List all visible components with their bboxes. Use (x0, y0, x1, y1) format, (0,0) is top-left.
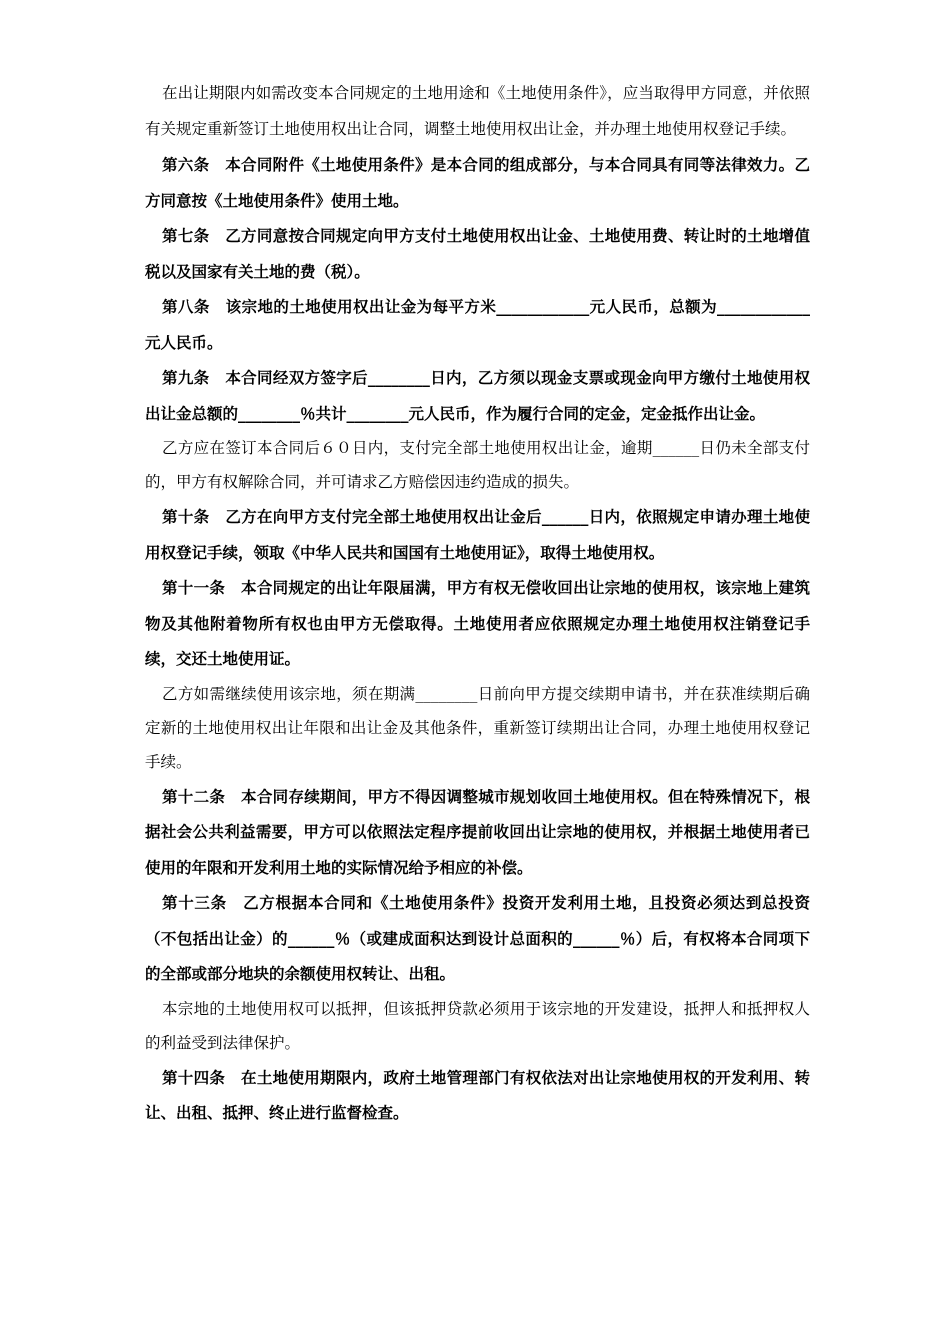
article-9: 第九条 本合同经双方签字后________日内，乙方须以现金支票或现金向甲方缴付土地使用权出让金总额的________％共计________元人民币，作为履行合同的定金，定金抵作出让金。 (145, 368, 810, 423)
article-13: 第十三条 乙方根据本合同和《土地使用条件》投资开发利用土地，且投资必须达到总投资（不包括出让金）的______％（或建成面积达到设计总面积的______％）后，有权将本合同项下的全部或部分地块的余额使用权转让、出租。 (145, 893, 810, 983)
contract-page (145, 76, 810, 1131)
article-10: 第十条 乙方在向甲方支付完全部土地使用权出让金后______日内，依照规定申请办理土地使用权登记手续，领取《中华人民共和国国有土地使用证》，取得土地使用权。 (145, 507, 810, 562)
article-7: 第七条 乙方同意按合同规定向甲方支付土地使用权出让金、土地使用费、转让时的土地增值税以及国家有关土地的费（税）。 (145, 226, 810, 281)
article-8: 第八条 该宗地的土地使用权出让金为每平方米____________元人民币，总额为____________元人民币。 (145, 297, 810, 352)
article-6: 第六条 本合同附件《土地使用条件》是本合同的组成部分，与本合同具有同等法律效力。乙方同意按《土地使用条件》使用土地。 (145, 155, 810, 210)
article-12: 第十二条 本合同存续期间，甲方不得因调整城市规划收回土地使用权。但在特殊情况下，根据社会公共利益需要，甲方可以依照法定程序提前收回出让宗地的使用权，并根据土地使用者已使用的年限和开发利用土地的实际情况给予相应的补偿。 (145, 786, 810, 877)
paragraph-mortgage: 本宗地的土地使用权可以抵押，但该抵押贷款必须用于该宗地的开发建设，抵押人和抵押权人的利益受到法律保护。 (145, 999, 810, 1052)
article-11: 第十一条 本合同规定的出让年限届满，甲方有权无偿收回出让宗地的使用权，该宗地上建筑物及其他附着物所有权也由甲方无偿取得。土地使用者应依照规定办理土地使用权注销登记手续，交还土地使用证。 (145, 578, 810, 668)
paragraph-payment-deadline: 乙方应在签订本合同后６０日内，支付完全部土地使用权出让金，逾期______日仍未全部支付的，甲方有权解除合同，并可请求乙方赔偿因违约造成的损失。 (145, 439, 810, 491)
paragraph-renewal: 乙方如需继续使用该宗地，须在期满________日前向甲方提交续期申请书，并在获准续期后确定新的土地使用权出让年限和出让金及其他条件，重新签订续期出让合同，办理土地使用权登记手续。 (145, 684, 810, 771)
article-14: 第十四条 在土地使用期限内，政府土地管理部门有权依法对出让宗地使用权的开发利用、转让、出租、抵押、终止进行监督检查。 (145, 1067, 810, 1122)
paragraph-land-use-change: 在出让期限内如需改变本合同规定的土地用途和《土地使用条件》，应当取得甲方同意，并依照有关规定重新签订土地使用权出让合同，调整土地使用权出让金，并办理土地使用权登记手续。 (145, 84, 810, 138)
